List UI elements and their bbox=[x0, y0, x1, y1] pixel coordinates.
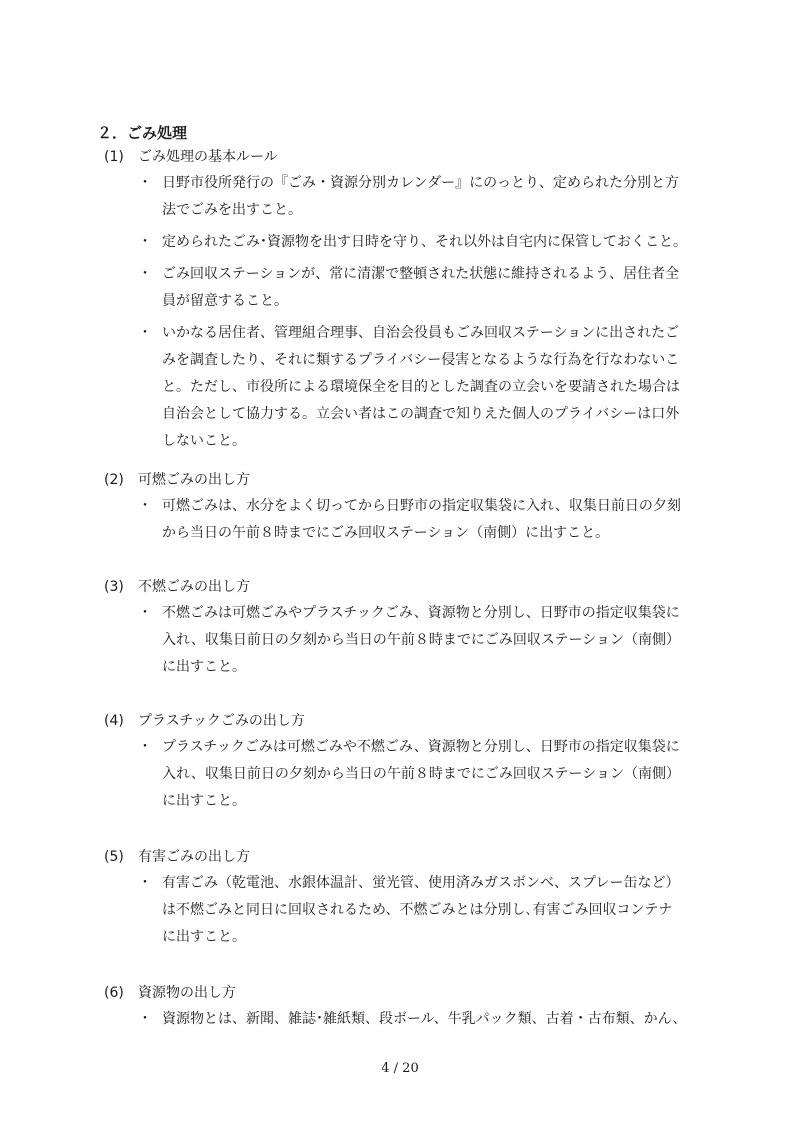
page-number: 4 / 20 bbox=[381, 1061, 419, 1076]
subsection-4 bbox=[104, 709, 724, 815]
subsection-title: 可燃ごみの出し方 bbox=[138, 472, 250, 488]
subsection-3 bbox=[104, 575, 724, 681]
list-item-text: いかなる居住者、管理組合理事、自治会役員もごみ回収ステーションに出されたご みを調査したり、それに類するプライバシー侵害となるような行為を行なわないこ と。ただし、市役所による環境保全を目的とした調査の立会いを要請された場合は 自治会として協力する。立会い者はこの調査で知りえた個人のプライバシーは口外 しないこと。 bbox=[162, 325, 680, 449]
list-item-text: プラスチックごみは可燃ごみや不燃ごみ、資源物と分別し、日野市の指定収集袋に 入れ、収集日前日の夕刻から当日の午前８時までにごみ回収ステーション（南側） に出すこと。 bbox=[162, 739, 680, 809]
subsection-title: 資源物の出し方 bbox=[138, 985, 236, 1001]
subsection-number: (5) bbox=[104, 849, 124, 865]
subsection-title: ごみ処理の基本ルール bbox=[138, 149, 278, 165]
subsection-5 bbox=[104, 845, 724, 951]
list-item bbox=[138, 870, 720, 951]
list-item-text: 定められたごみ･資源物を出す日時を守り、それ以外は自宅内に保管しておくこと。 bbox=[162, 234, 687, 250]
subsection-heading bbox=[104, 145, 724, 169]
bullet-mark: ・ bbox=[138, 498, 152, 514]
list-item bbox=[138, 320, 720, 455]
list-item bbox=[138, 1006, 720, 1033]
list-item-text: 日野市役所発行の『ごみ・資源分別カレンダー』にのっとり、定められた分別と方 法でごみを出すこと。 bbox=[162, 175, 679, 218]
bullet-mark: ・ bbox=[138, 739, 152, 755]
section-title: ２．ごみ処理 bbox=[97, 124, 188, 142]
list-item bbox=[138, 261, 720, 315]
subsection-title: プラスチックごみの出し方 bbox=[138, 713, 305, 729]
list-item-text: 可燃ごみは、水分をよく切ってから日野市の指定収集袋に入れ、収集日前日の夕刻 から当日の午前８時までにごみ回収ステーション（南側）に出すこと。 bbox=[162, 498, 681, 541]
subsection-heading bbox=[104, 468, 724, 492]
list-item bbox=[138, 170, 720, 224]
subsection-heading bbox=[104, 845, 724, 869]
bullet-mark: ・ bbox=[138, 175, 152, 191]
subsection-number: (3) bbox=[104, 579, 124, 595]
bullet-mark: ・ bbox=[138, 266, 152, 282]
list-item bbox=[138, 229, 720, 256]
subsection-number: (2) bbox=[104, 472, 124, 488]
subsection-heading bbox=[104, 575, 724, 599]
subsection-2 bbox=[104, 468, 724, 547]
subsection-number: (1) bbox=[104, 149, 124, 165]
subsection-title: 不燃ごみの出し方 bbox=[138, 579, 250, 595]
bullet-mark: ・ bbox=[138, 325, 152, 341]
list-item bbox=[138, 600, 720, 681]
list-item bbox=[138, 493, 720, 547]
subsection-6 bbox=[104, 981, 724, 1033]
subsection-number: (4) bbox=[104, 713, 124, 729]
subsection-heading bbox=[104, 709, 724, 733]
list-item-text: ごみ回収ステーションが、常に清潔で整頓された状態に維持されるよう、居住者全 員が留意すること。 bbox=[162, 266, 680, 309]
list-item-text: 不燃ごみは可燃ごみやプラスチックごみ、資源物と分別し、日野市の指定収集袋に 入れ、収集日前日の夕刻から当日の午前８時までにごみ回収ステーション（南側） に出すこと。 bbox=[162, 605, 680, 675]
list-item-text: 有害ごみ（乾電池、水銀体温計、蛍光管、使用済みガスボンベ、スプレー缶など） は不燃ごみと同日に回収されるため、不燃ごみとは分別し､有害ごみ回収コンテナ に出すこと。 bbox=[162, 875, 680, 945]
subsection-title: 有害ごみの出し方 bbox=[138, 849, 250, 865]
bullet-mark: ・ bbox=[138, 234, 152, 250]
subsection-heading bbox=[104, 981, 724, 1005]
bullet-mark: ・ bbox=[138, 875, 152, 891]
bullet-mark: ・ bbox=[138, 605, 152, 621]
list-item bbox=[138, 734, 720, 815]
subsection-number: (6) bbox=[104, 985, 124, 1001]
list-item-text: 資源物とは、新聞、雑誌･雑紙類、段ボール、牛乳パック類、古着・古布類、かん、 bbox=[162, 1011, 687, 1027]
subsection-1 bbox=[104, 145, 724, 455]
bullet-mark: ・ bbox=[138, 1011, 152, 1027]
